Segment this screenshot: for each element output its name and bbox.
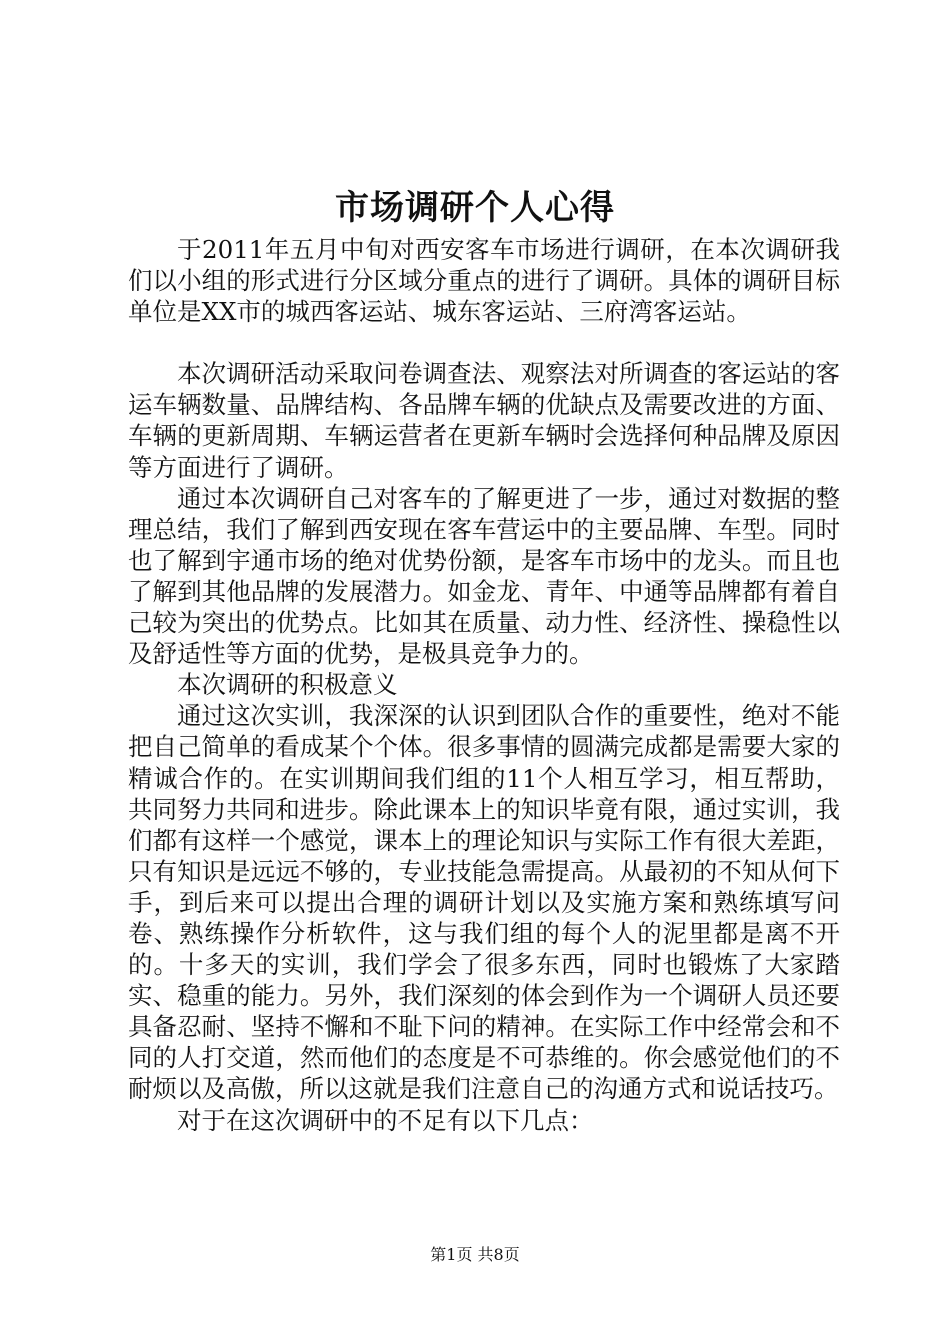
paragraph-methods: 本次调研活动采取问卷调查法、观察法对所调查的客运站的客运车辆数量、品牌结构、各品牌车辆的优缺点及需要改进的方面、车辆的更新周期、车辆运营者在更新车辆时会选择何种品牌及原因等方面进行了调研。 [128,359,840,482]
paragraph-teamwork: 通过这次实训，我深深的认识到团队合作的重要性，绝对不能把自己简单的看成某个个体。很多事情的圆满完成都是需要大家的精诚合作的。在实训期间我们组的11个人相互学习，相互帮助，共同努力共同和进步。除此课本上的知识毕竟有限，通过实训，我们都有这样一个感觉，课本上的理论知识与实际工作有很大差距，只有知识是远远不够的，专业技能急需提高。从最初的不知从何下手，到后来可以提出合理的调研计划以及实施方案和熟练填写问卷、熟练操作分析软件，这与我们组的每个人的泥里都是离不开的。十多天的实训，我们学会了很多东西，同时也锻炼了大家踏实、稳重的能力。另外，我们深刻的体会到作为一个调研人员还要具备忍耐、坚持不懈和不耻下问的精神。在实际工作中经常会和不同的人打交道，然而他们的态度是不可恭维的。你会感觉他们的不耐烦以及高傲，所以这就是我们注意自己的沟通方式和说话技巧。 [128,701,840,1104]
paragraph-findings: 通过本次调研自己对客车的了解更进了一步，通过对数据的整理总结，我们了解到西安现在客车营运中的主要品牌、车型。同时也了解到宇通市场的绝对优势份额，是客车市场中的龙头。而且也了解到其他品牌的发展潜力。如金龙、青年、中通等品牌都有着自己较为突出的优势点。比如其在质量、动力性、经济性、操稳性以及舒适性等方面的优势，是极具竞争力的。 [128,483,840,669]
paragraph-intro: 于2011年五月中旬对西安客车市场进行调研，在本次调研我们以小组的形式进行分区域分重点的进行了调研。具体的调研目标单位是XX市的城西客运站、城东客运站、三府湾客运站。 [128,235,840,327]
page-footer: 第1页 共8页 [430,1245,520,1264]
document-body [128,234,840,1136]
section-heading-significance: 本次调研的积极意义 [177,670,398,700]
paragraph-shortcomings: 对于在这次调研中的不足有以下几点： [177,1105,594,1135]
document-title: 市场调研个人心得 [335,188,615,228]
